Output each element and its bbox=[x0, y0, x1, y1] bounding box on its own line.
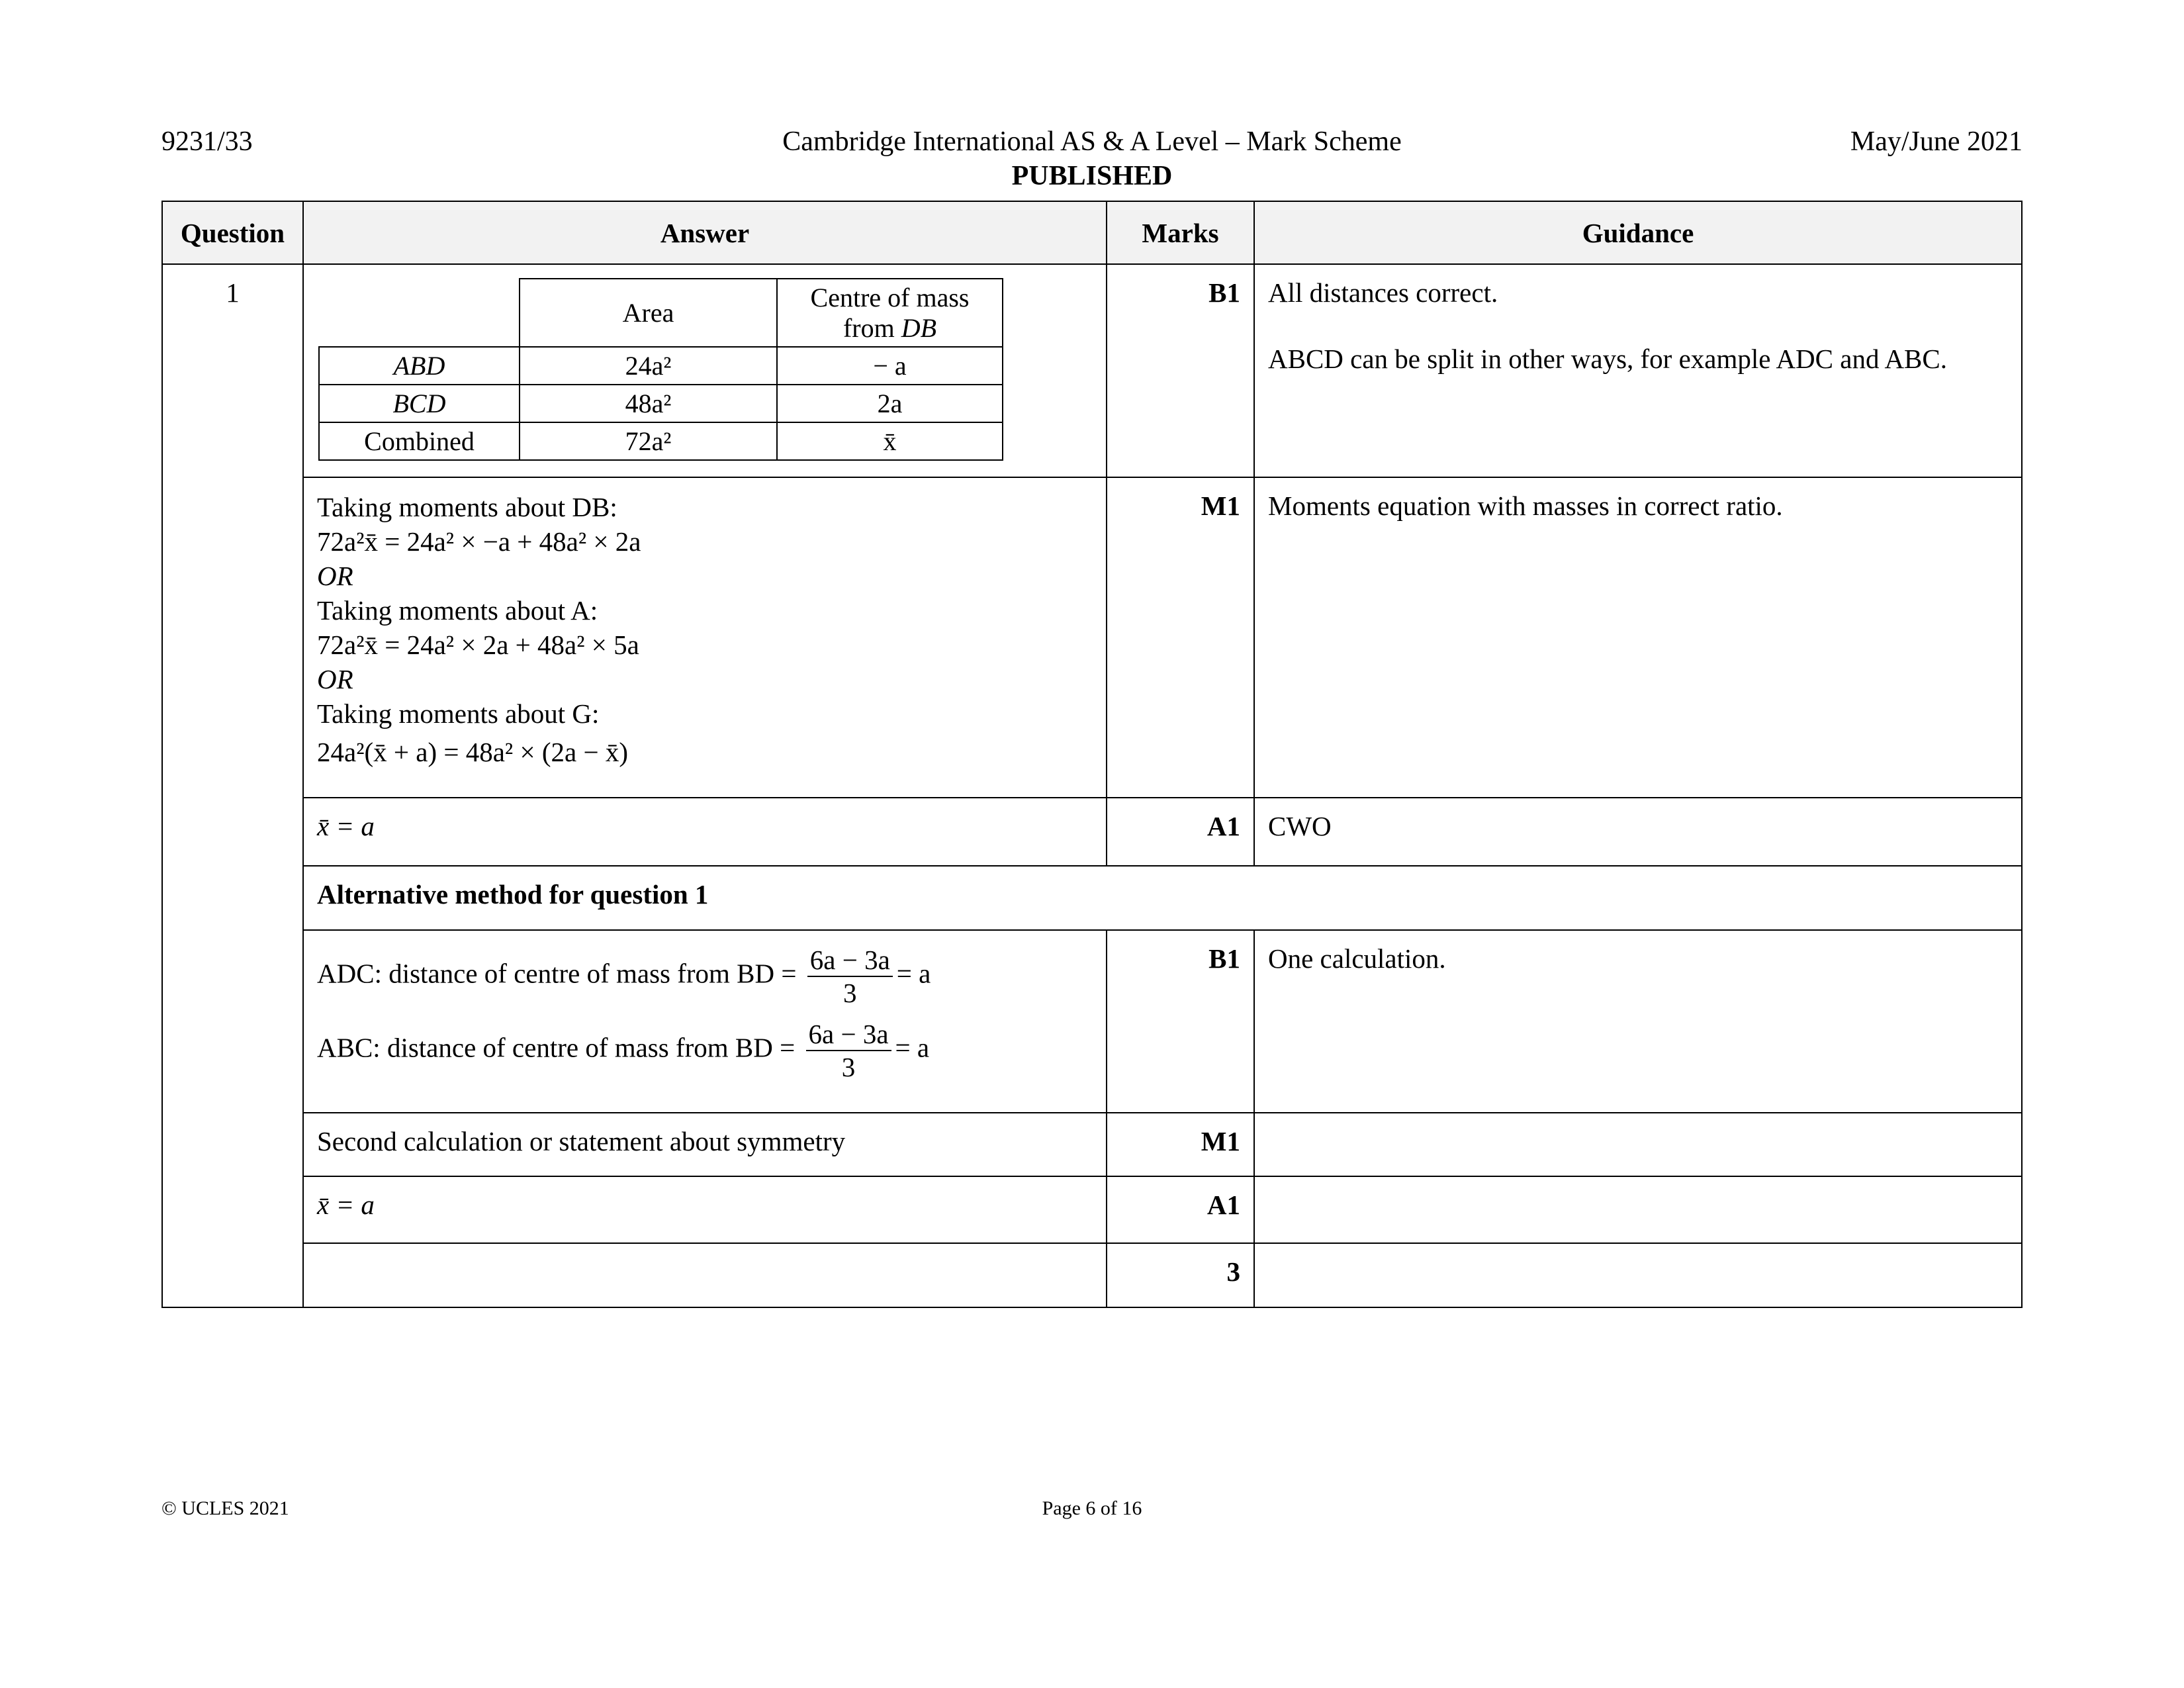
guidance: ABCD can be split in other ways, for example ADC and ABC. bbox=[1268, 344, 1948, 374]
page-number: Page 6 of 16 bbox=[1042, 1497, 1142, 1519]
area-value: 24a² bbox=[520, 347, 777, 385]
answer-line: ADC: distance of centre of mass from BD = bbox=[317, 958, 797, 989]
document-title: Cambridge International AS & A Level – Mark Scheme bbox=[782, 126, 1402, 157]
guidance: Moments equation with masses in correct ratio. bbox=[1268, 491, 1783, 521]
result: = a bbox=[896, 958, 931, 989]
com-value: 2a bbox=[777, 385, 1003, 422]
table-row bbox=[162, 1176, 2022, 1243]
col-marks: Marks bbox=[1107, 201, 1254, 264]
result: = a bbox=[895, 1032, 930, 1063]
published-label: PUBLISHED bbox=[1011, 161, 1173, 191]
guidance: All distances correct. bbox=[1268, 277, 1498, 308]
mark: B1 bbox=[1208, 277, 1240, 308]
equation: 24a²(x̄ + a) = 48a² × (2a − x̄) bbox=[317, 737, 628, 767]
col-question: Question bbox=[162, 201, 303, 264]
answer-line: ABC: distance of centre of mass from BD = bbox=[317, 1032, 796, 1063]
denominator: 3 bbox=[841, 1052, 856, 1082]
answer-line: Taking moments about DB: bbox=[317, 492, 617, 522]
alternative-method-heading: Alternative method for question 1 bbox=[317, 879, 709, 910]
answer: x̄ = a bbox=[317, 1190, 375, 1220]
row-label: BCD bbox=[392, 389, 446, 418]
com-value: x̄ bbox=[777, 422, 1003, 460]
mark-scheme-table bbox=[161, 201, 2023, 1308]
paper-code: 9231/33 bbox=[161, 126, 253, 157]
table-row bbox=[162, 930, 2022, 1113]
mark: B1 bbox=[1208, 943, 1240, 974]
table-row bbox=[162, 1113, 2022, 1176]
equation: 72a²x̄ = 24a² × −a + 48a² × 2a bbox=[317, 526, 641, 557]
answer-line: Taking moments about A: bbox=[317, 595, 598, 626]
fraction bbox=[807, 944, 893, 1009]
fraction bbox=[806, 1018, 891, 1083]
numerator: 6a − 3a bbox=[806, 1018, 891, 1051]
question-number: 1 bbox=[226, 277, 240, 308]
area-header: Area bbox=[520, 279, 777, 347]
table-row bbox=[162, 264, 2022, 477]
copyright: © UCLES 2021 bbox=[161, 1497, 289, 1519]
answer: Second calculation or statement about symmetry bbox=[317, 1126, 846, 1156]
table-row bbox=[162, 798, 2022, 866]
table-row bbox=[162, 866, 2022, 930]
row-label: ABD bbox=[393, 351, 445, 381]
or-label: OR bbox=[317, 664, 353, 694]
mark: A1 bbox=[1206, 811, 1240, 841]
col-answer: Answer bbox=[303, 201, 1107, 264]
exam-session: May/June 2021 bbox=[1850, 126, 2023, 157]
area-table bbox=[318, 278, 1003, 461]
mark: M1 bbox=[1201, 1126, 1240, 1156]
col-guidance: Guidance bbox=[1254, 201, 2022, 264]
mark: M1 bbox=[1201, 491, 1240, 521]
com-header: Centre of mass bbox=[810, 282, 970, 312]
com-header-2: from DB bbox=[842, 312, 937, 343]
area-value: 72a² bbox=[520, 422, 777, 460]
answer-line: Taking moments about G: bbox=[317, 698, 600, 729]
mark: A1 bbox=[1206, 1190, 1240, 1220]
guidance: CWO bbox=[1268, 811, 1332, 841]
denominator: 3 bbox=[843, 978, 857, 1008]
equation: 72a²x̄ = 24a² × 2a + 48a² × 5a bbox=[317, 630, 639, 660]
area-value: 48a² bbox=[520, 385, 777, 422]
com-value: − a bbox=[777, 347, 1003, 385]
answer: x̄ = a bbox=[317, 811, 375, 841]
or-label: OR bbox=[317, 561, 353, 591]
row-label: Combined bbox=[319, 422, 520, 460]
guidance: One calculation. bbox=[1268, 943, 1446, 974]
numerator: 6a − 3a bbox=[807, 944, 893, 977]
total-marks: 3 bbox=[1226, 1256, 1240, 1287]
table-row bbox=[162, 477, 2022, 798]
table-row bbox=[162, 1243, 2022, 1307]
